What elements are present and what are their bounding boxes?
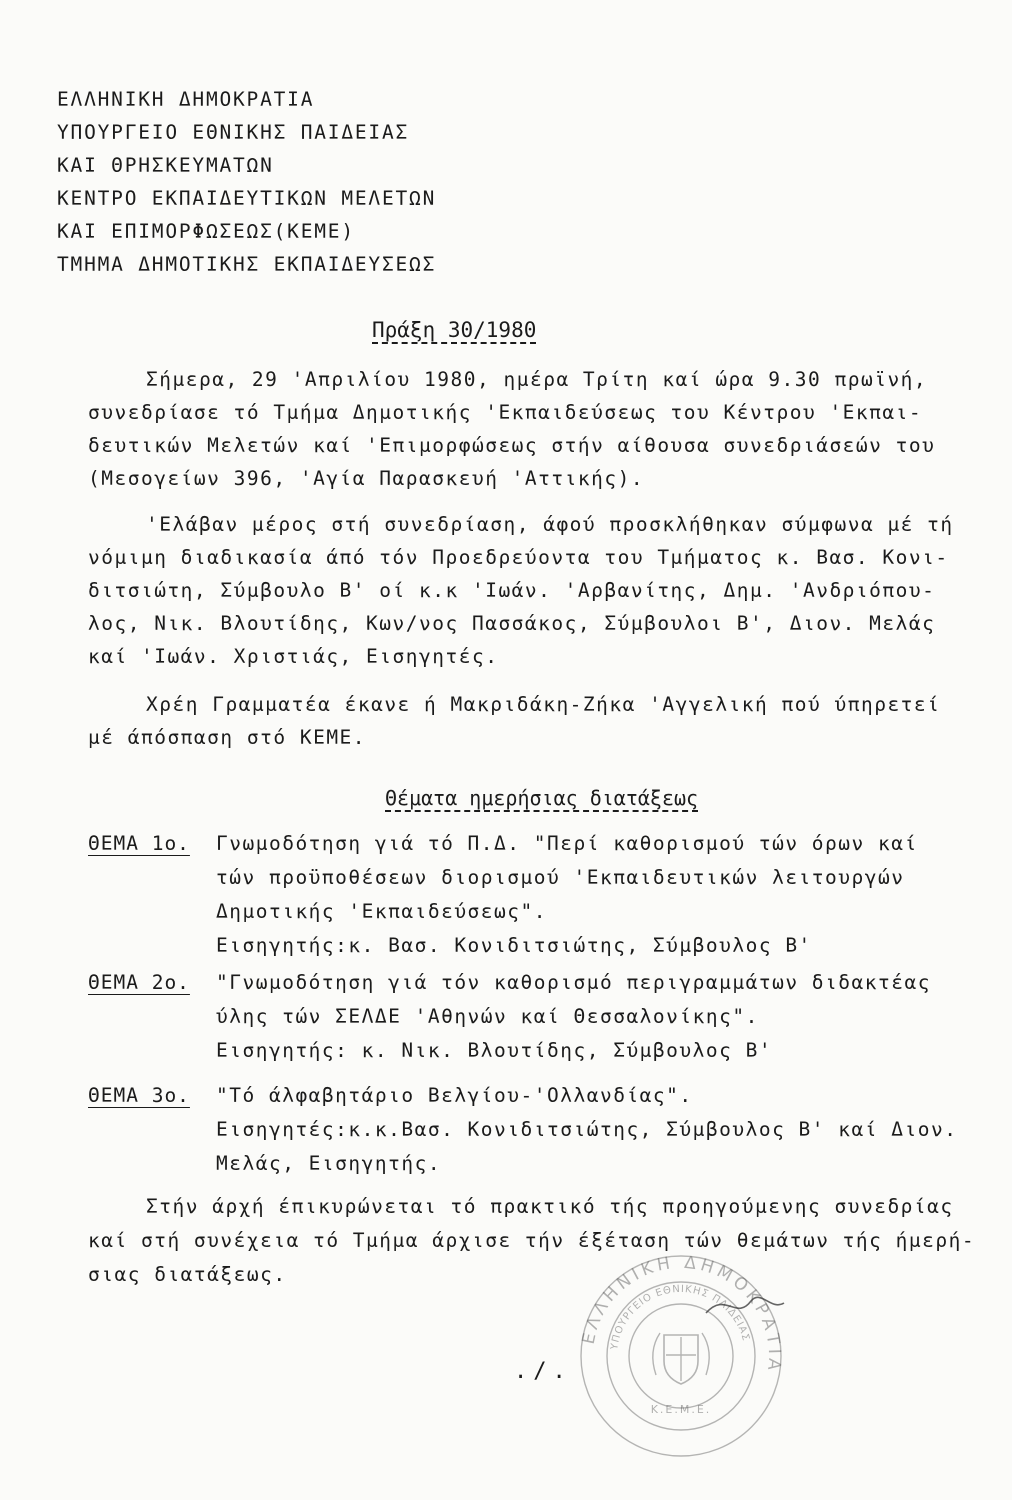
stamp-inner-text: ΥΠΟΥΡΓΕΙΟ ΕΘΝΙΚΗΣ ΠΑΙΔΕΙΑΣ	[609, 1283, 752, 1351]
stamp-bottom-text: Κ.Ε.Μ.Ε.	[650, 1403, 712, 1416]
text-line: "Τό άλφαβητάριο Βελγίου-'Ολλανδίας".	[216, 1084, 693, 1107]
text-line: Στήν άρχή έπικυρώνεται τό πρακτικό τής προηγούμενης συνεδρίας	[146, 1195, 954, 1218]
text-line: Σήμερα, 29 'Απριλίου 1980, ημέρα Τρίτη καί ώρα 9.30 πρωϊνή,	[146, 368, 928, 391]
text-line: δευτικών Μελετών καί 'Επιμορφώσεως στήν αίθουσα συνεδριάσεών του	[88, 434, 936, 457]
text-line: Δημοτικής 'Εκπαιδεύσεως".	[216, 900, 547, 923]
text-line: Χρέη Γραμματέα έκανε ή Μακριδάκη-Ζήκα 'Αγγελική πού ύπηρετεί	[146, 693, 941, 716]
text-line: 'Ελάβαν μέρος στή συνεδρίαση, άφού προσκλήθηκαν σύμφωνα μέ τή	[146, 513, 954, 536]
text-line: νόμιμη διαδικασία άπό τόν Προεδρεύοντα του Τμήματος κ. Βασ. Κονι-	[88, 546, 949, 569]
official-stamp	[576, 1251, 786, 1461]
text-line: "Γνωμοδότηση γιά τόν καθορισμό περιγραμμάτων διδακτέας	[216, 971, 931, 994]
stamp-outer-text: ΕΛΛΗΝΙΚΗ ΔΗΜΟΚΡΑΤΙΑ	[578, 1252, 785, 1376]
topic-label: ΘΕΜΑ 1ο.	[88, 832, 190, 855]
agenda-heading: Θέματα ημερήσιας διατάξεως	[385, 786, 699, 810]
header-line-5: ΚΑΙ ΕΠΙΜΟΡΦΩΣΕΩΣ(ΚΕΜΕ)	[57, 220, 355, 243]
text-line: Εισηγητής:κ. Βασ. Κονιδιτσιώτης, Σύμβουλος Β'	[216, 934, 812, 957]
header-line-4: ΚΕΝΤΡΟ ΕΚΠΑΙΔΕΥΤΙΚΩΝ ΜΕΛΕΤΩΝ	[57, 187, 437, 210]
text-line: Εισηγητής: κ. Νικ. Βλουτίδης, Σύμβουλος Β'	[216, 1039, 773, 1062]
text-line: διτσιώτη, Σύμβουλο Β' οί κ.κ 'Ιωάν. 'Αρβανίτης, Δημ. 'Ανδριόπου-	[88, 579, 936, 602]
text-line: καί στή συνέχεια τό Τμήμα άρχισε τήν έξέταση τών θεμάτων τής ήμερή-	[88, 1229, 976, 1252]
header-line-6: ΤΜΗΜΑ ΔΗΜΟΤΙΚΗΣ ΕΚΠΑΙΔΕΥΣΕΩΣ	[57, 253, 437, 276]
text-line: καί 'Ιωάν. Χριστιάς, Εισηγητές.	[88, 645, 499, 668]
text-line: λος, Νικ. Βλουτίδης, Κων/νος Πασσάκος, Σύμβουλοι Β', Διον. Μελάς	[88, 612, 936, 635]
text-line: μέ άπόσπαση στό ΚΕΜΕ.	[88, 726, 367, 749]
header-line-1: ΕΛΛΗΝΙΚΗ ΔΗΜΟΚΡΑΤΙΑ	[57, 88, 315, 111]
text-line: Μελάς, Εισηγητής.	[216, 1152, 442, 1175]
text-line: (Μεσογείων 396, 'Αγία Παρασκευή 'Αττικής).	[88, 467, 645, 490]
text-line: τών προϋποθέσεων διορισμού 'Εκπαιδευτικών λειτουργών	[216, 866, 905, 889]
text-line: Εισηγητές:κ.κ.Βασ. Κονιδιτσιώτης, Σύμβουλος Β' καί Διον.	[216, 1118, 958, 1141]
text-line: σιας διατάξεως.	[88, 1263, 287, 1286]
text-line: Γνωμοδότηση γιά τό Π.Δ. "Περί καθορισμού τών όρων καί	[216, 832, 918, 855]
header-line-3: ΚΑΙ ΘΡΗΣΚΕΥΜΑΤΩΝ	[57, 154, 274, 177]
header-line-2: ΥΠΟΥΡΓΕΙΟ ΕΘΝΙΚΗΣ ΠΑΙΔΕΙΑΣ	[57, 121, 410, 144]
continuation-marker: ./.	[514, 1359, 572, 1384]
topic-label: ΘΕΜΑ 3ο.	[88, 1084, 190, 1107]
text-line: συνεδρίασε τό Τμήμα Δημοτικής 'Εκπαιδεύσεως του Κέντρου 'Εκπαι-	[88, 401, 923, 424]
text-line: ύλης τών ΣΕΛΔΕ 'Αθηνών καί Θεσσαλονίκης".	[216, 1005, 759, 1028]
document-title: Πράξη 30/1980	[372, 318, 537, 342]
topic-label: ΘΕΜΑ 2ο.	[88, 971, 190, 994]
